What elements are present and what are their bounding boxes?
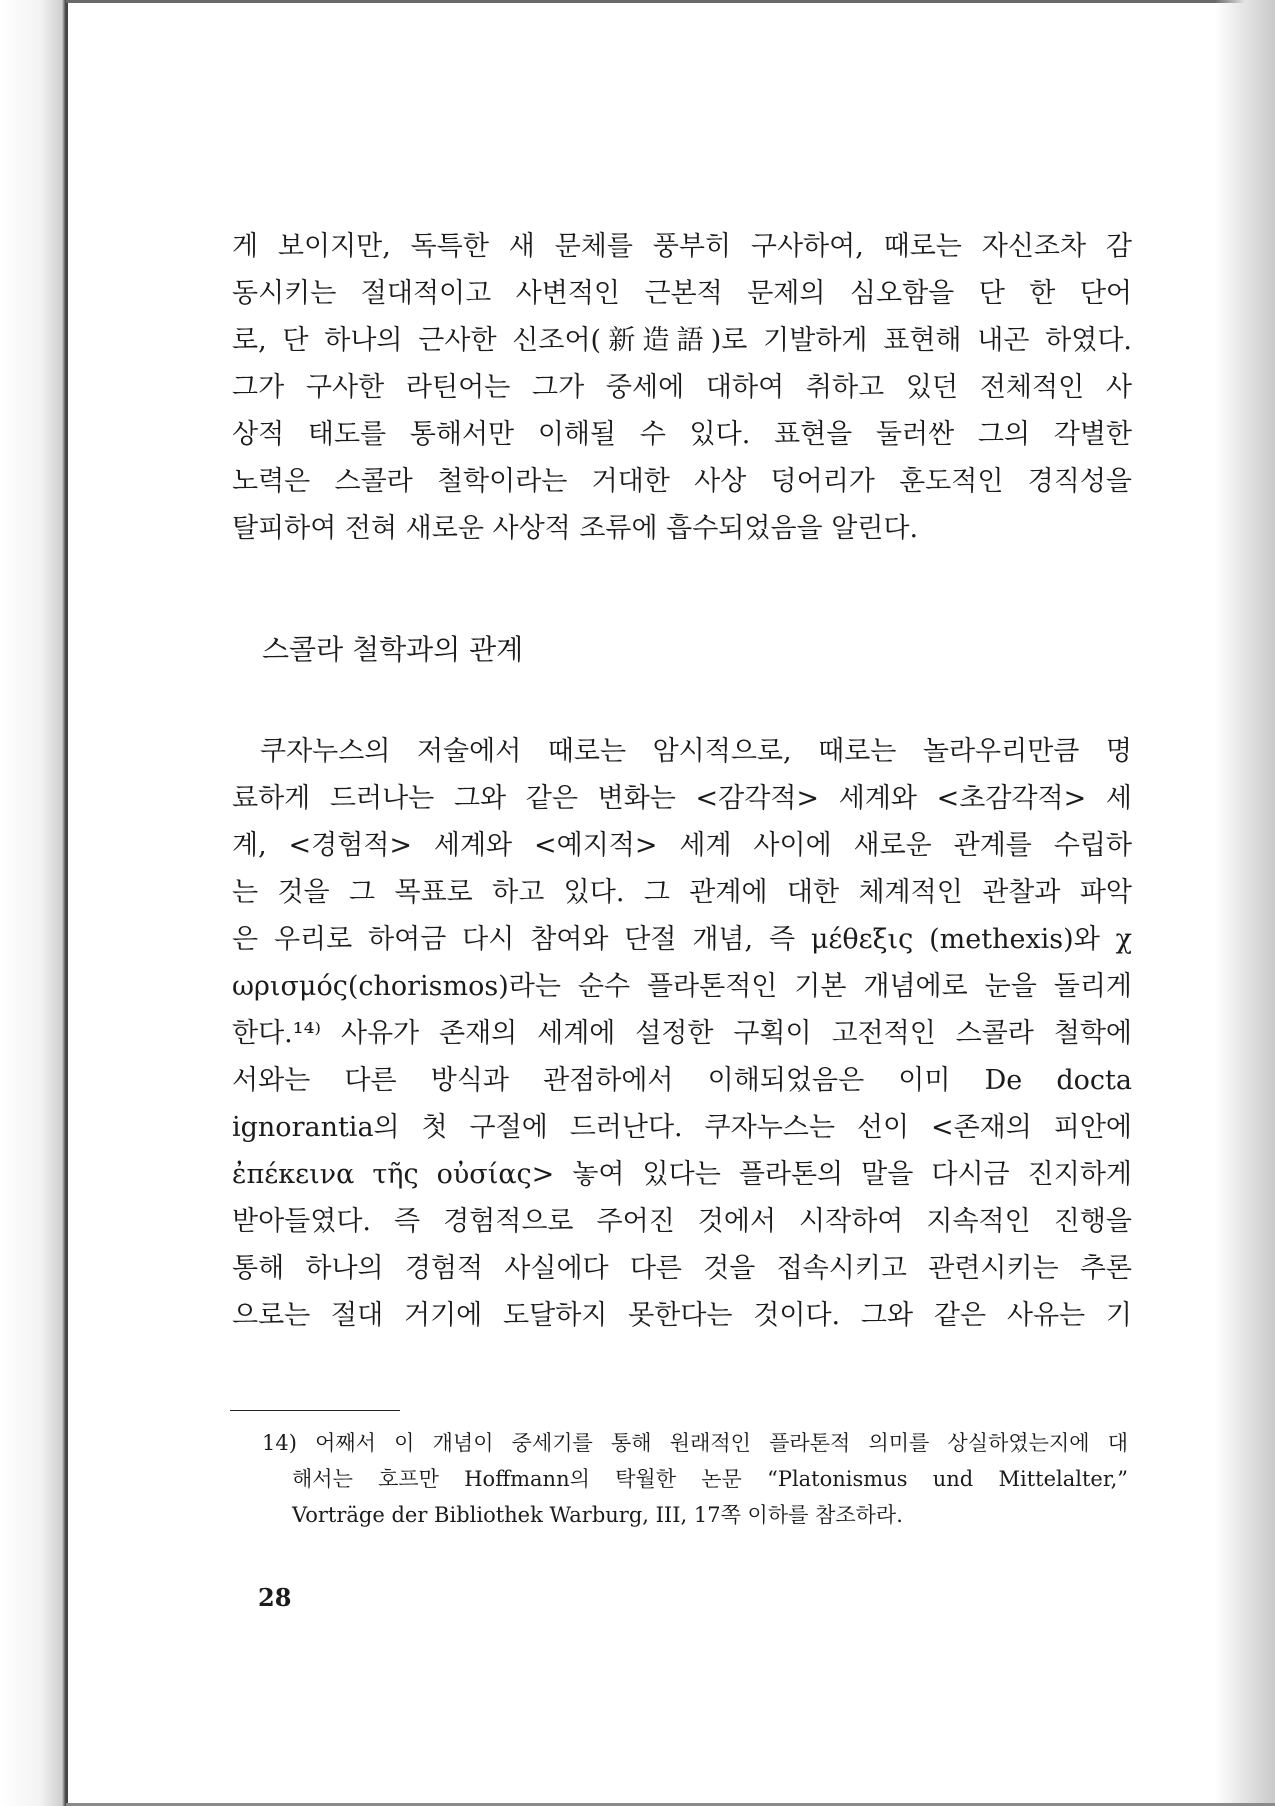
footnote-14 bbox=[262, 1425, 1128, 1533]
text-line: 료하게 드러나는 그와 같은 변화는 <감각적> 세계와 <초감각적> 세 bbox=[232, 783, 1132, 814]
footnote-line: 해서는 호프만 Hoffmann의 탁월한 논문 “Platonismus und Mittelalter,” bbox=[292, 1467, 1128, 1491]
text-line: 한다.¹⁴⁾ 사유가 존재의 세계에 설정한 구획이 고전적인 스콜라 철학에 bbox=[232, 1018, 1132, 1049]
page-number: 28 bbox=[258, 1583, 292, 1612]
book-page-edge-left bbox=[0, 0, 68, 1806]
text-line: 통해 하나의 경험적 사실에다 다른 것을 접속시키고 관련시키는 추론 bbox=[232, 1253, 1132, 1284]
footnote-separator bbox=[230, 1410, 400, 1411]
text-line: 그가 구사한 라틴어는 그가 중세에 대하여 취하고 있던 전체적인 사 bbox=[232, 372, 1132, 403]
text-line: 동시키는 절대적이고 사변적인 근본적 문제의 심오함을 단 한 단어 bbox=[232, 278, 1132, 309]
text-line: 는 것을 그 목표로 하고 있다. 그 관계에 대한 체계적인 관찰과 파악 bbox=[232, 877, 1132, 908]
text-line: 상적 태도를 통해서만 이해될 수 있다. 표현을 둘러싼 그의 각별한 bbox=[232, 419, 1132, 450]
text-line: ignorantia의 첫 구절에 드러난다. 쿠자누스는 선이 <존재의 피안에 bbox=[232, 1112, 1132, 1143]
text-line: 로, 단 하나의 근사한 신조어(新造語)로 기발하게 표현해 내곤 하였다. bbox=[232, 325, 1132, 356]
section-heading: 스콜라 철학과의 관계 bbox=[262, 633, 524, 666]
text-line: 게 보이지만, 독특한 새 문체를 풍부히 구사하여, 때로는 자신조차 감 bbox=[232, 231, 1132, 262]
text-line: 서와는 다른 방식과 관점하에서 이해되었음은 이미 De docta bbox=[232, 1065, 1132, 1096]
text-line: 탈피하여 전혀 새로운 사상적 조류에 흡수되었음을 알린다. bbox=[232, 513, 919, 544]
text-line: 으로는 절대 거기에 도달하지 못한다는 것이다. 그와 같은 사유는 기 bbox=[232, 1300, 1132, 1331]
text-line: 받아들였다. 즉 경험적으로 주어진 것에서 시작하여 지속적인 진행을 bbox=[232, 1206, 1132, 1237]
text-line: 계, <경험적> 세계와 <예지적> 세계 사이에 새로운 관계를 수립하 bbox=[232, 830, 1132, 861]
body-paragraph-2 bbox=[232, 728, 1132, 1339]
text-line: 쿠자누스의 저술에서 때로는 암시적으로, 때로는 놀라우리만큼 명 bbox=[260, 736, 1132, 767]
text-line: 노력은 스콜라 철학이라는 거대한 사상 덩어리가 훈도적인 경직성을 bbox=[232, 466, 1132, 497]
book-page-shadow-right bbox=[1215, 0, 1275, 1806]
book-page-edge-top bbox=[66, 0, 1275, 3]
text-line: ἐπέκεινα τῆς οὐσίας> 놓여 있다는 플라톤의 말을 다시금 진지하게 bbox=[232, 1159, 1132, 1190]
text-line: ωρισμός(chorismos)라는 순수 플라톤적인 기본 개념에로 눈을 돌리게 bbox=[232, 971, 1132, 1002]
footnote-line: 14) 어째서 이 개념이 중세기를 통해 원래적인 플라톤적 의미를 상실하였는지에 대 bbox=[262, 1431, 1128, 1455]
text-line: 은 우리로 하여금 다시 참여와 단절 개념, 즉 μέθεξις (methexis)와 χ bbox=[232, 924, 1132, 955]
footnote-line: Vorträge der Bibliothek Warburg, III, 17쪽 이하를 참조하라. bbox=[292, 1503, 903, 1527]
body-paragraph-1 bbox=[232, 223, 1132, 552]
